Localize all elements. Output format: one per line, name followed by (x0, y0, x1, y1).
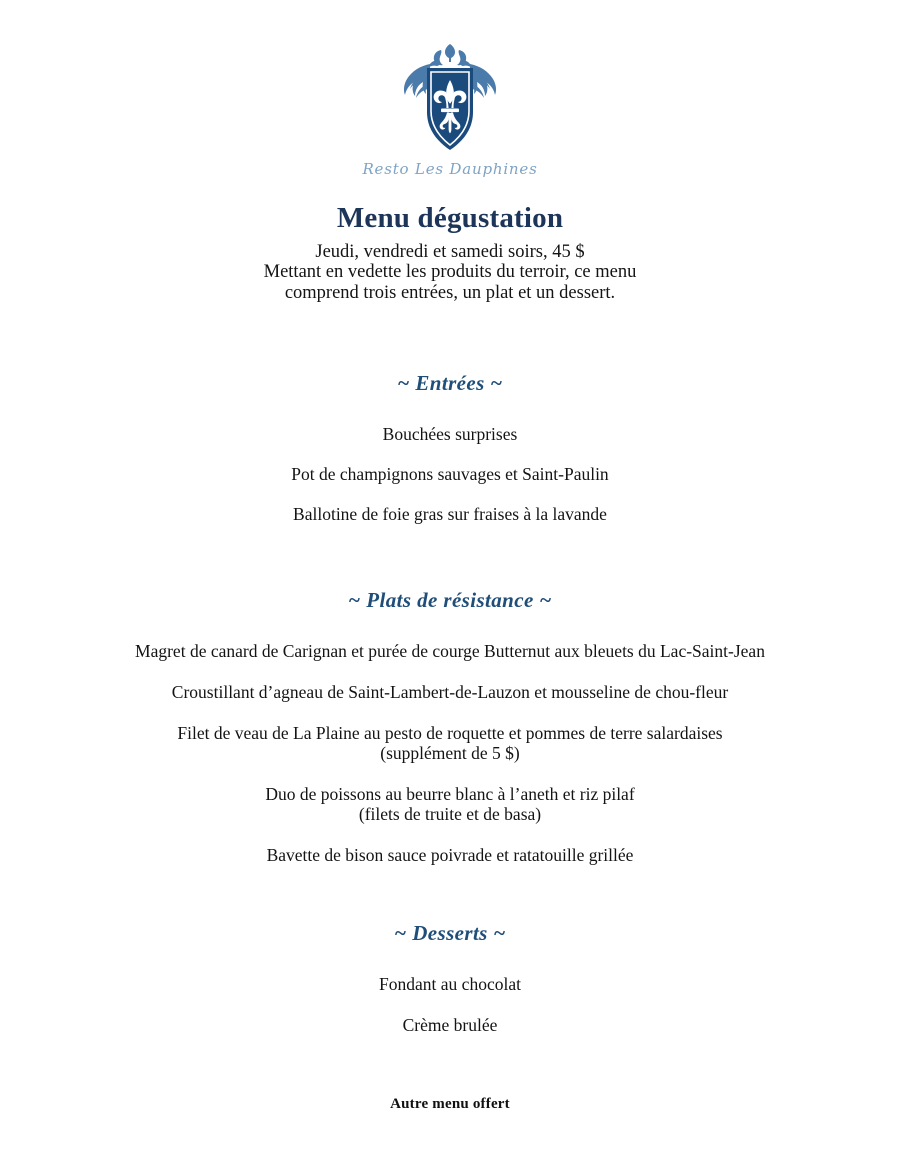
menu-item-name: Magret de canard de Carignan et purée de courge Butternut aux bleuets du Lac-Saint-Jean (135, 641, 765, 661)
menu-item (0, 723, 900, 763)
menu-section-desserts (0, 921, 900, 1056)
section-heading-plats: ~ Plats de résistance ~ (348, 588, 552, 612)
menu-item-name: Ballotine de foie gras sur fraises à la lavande (293, 504, 607, 524)
menu-item (0, 784, 900, 824)
menu-item (0, 682, 900, 702)
menu-item-name: Bouchées surprises (382, 424, 518, 444)
subtitle-line-2: Mettant en vedette les produits du terroir, ce menu (263, 262, 637, 283)
menu-item-note: (filets de truite et de basa) (358, 804, 542, 824)
menu-item-note: (supplément de 5 $) (380, 743, 520, 763)
menu-item (0, 641, 900, 661)
menu-item-name: Filet de veau de La Plaine au pesto de roquette et pommes de terre salardaises (177, 723, 723, 743)
section-heading-entrees: ~ Entrées ~ (397, 371, 503, 395)
menu-item (0, 424, 900, 444)
page-title: Menu dégustation (336, 202, 564, 234)
menu-item (0, 974, 900, 994)
menu-item-name: Pot de champignons sauvages et Saint-Paulin (291, 464, 609, 484)
menu-header (0, 203, 900, 303)
menu-item-name: Duo de poissons au beurre blanc à l’aneth et riz pilaf (265, 784, 635, 804)
section-heading-desserts: ~ Desserts ~ (394, 921, 506, 945)
menu-item-name: Bavette de bison sauce poivrade et ratatouille grillée (266, 845, 634, 865)
footer-note: Autre menu offert (390, 1096, 510, 1112)
subtitle-line-3: comprend trois entrées, un plat et un dessert. (284, 282, 616, 303)
menu-item (0, 845, 900, 865)
restaurant-logo (0, 40, 900, 178)
heraldic-shield-fleur-de-lis-icon (394, 40, 506, 158)
menu-item-name: Croustillant d’agneau de Saint-Lambert-de-Lauzon et mousseline de chou-fleur (171, 682, 729, 702)
menu-item (0, 1015, 900, 1035)
menu-section-entrees (0, 371, 900, 544)
menu-item (0, 504, 900, 524)
menu-item (0, 464, 900, 484)
brand-wordmark: Resto Les Dauphines (362, 160, 538, 178)
subtitle-line-1: Jeudi, vendredi et samedi soirs, 45 $ (315, 241, 585, 262)
menu-item-name: Crème brulée (402, 1015, 498, 1035)
menu-section-plats (0, 588, 900, 886)
menu-item-name: Fondant au chocolat (379, 974, 521, 994)
